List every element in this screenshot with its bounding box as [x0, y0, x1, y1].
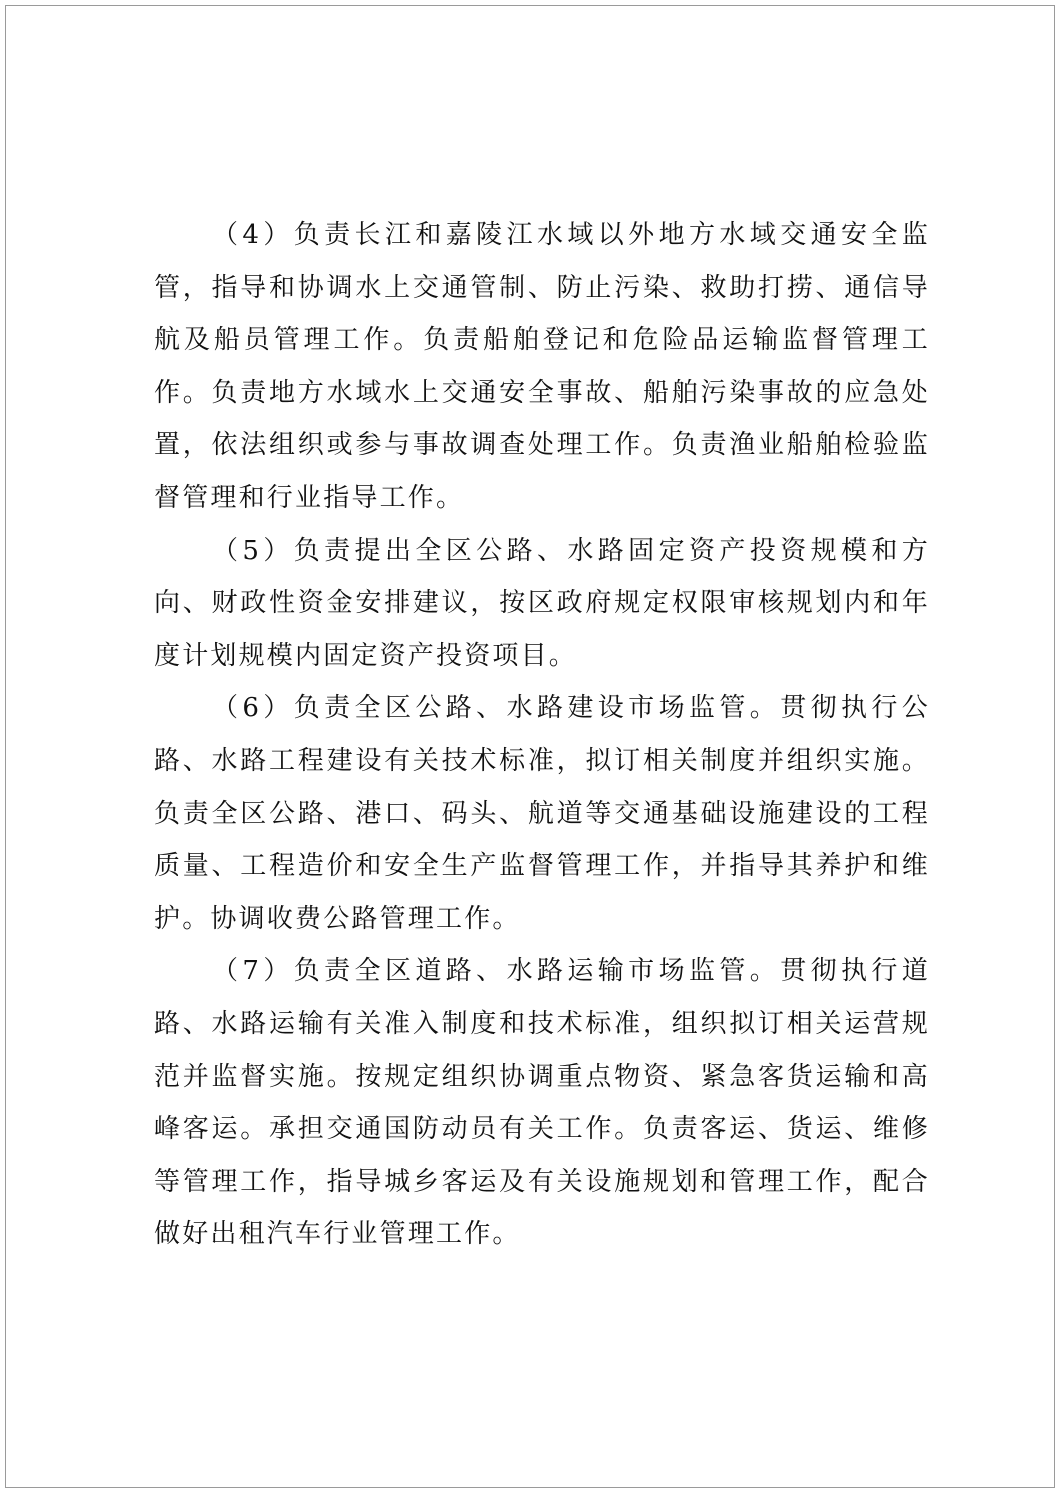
paragraph-item-7: （7）负责全区道路、水路运输市场监管。贯彻执行道路、水路运输有关准入制度和技术标准，组织拟订相关运营规范并监督实施。按规定组织协调重点物资、紧急客货运输和高峰客运。承担交通国防动员有关工作。负责客运、货运、维修等管理工作，指导城乡客运及有关设施规划和管理工作，配合做好出租汽车行业管理工作。 — [154, 956, 930, 1250]
document-page — [5, 5, 1055, 1488]
document-body — [154, 209, 930, 1261]
paragraph-item-4: （4）负责长江和嘉陵江水域以外地方水域交通安全监管，指导和协调水上交通管制、防止污染、救助打捞、通信导航及船员管理工作。负责船舶登记和危险品运输监督管理工作。负责地方水域水上交通安全事故、船舶污染事故的应急处置，依法组织或参与事故调查处理工作。负责渔业船舶检验监督管理和行业指导工作。 — [154, 220, 930, 513]
paragraph-item-6: （6）负责全区公路、水路建设市场监管。贯彻执行公路、水路工程建设有关技术标准，拟订相关制度并组织实施。负责全区公路、港口、码头、航道等交通基础设施建设的工程质量、工程造价和安全生产监督管理工作，并指导其养护和维护。协调收费公路管理工作。 — [154, 693, 930, 934]
paragraph-item-5: （5）负责提出全区公路、水路固定资产投资规模和方向、财政性资金安排建议，按区政府规定权限审核规划内和年度计划规模内固定资产投资项目。 — [154, 535, 930, 671]
